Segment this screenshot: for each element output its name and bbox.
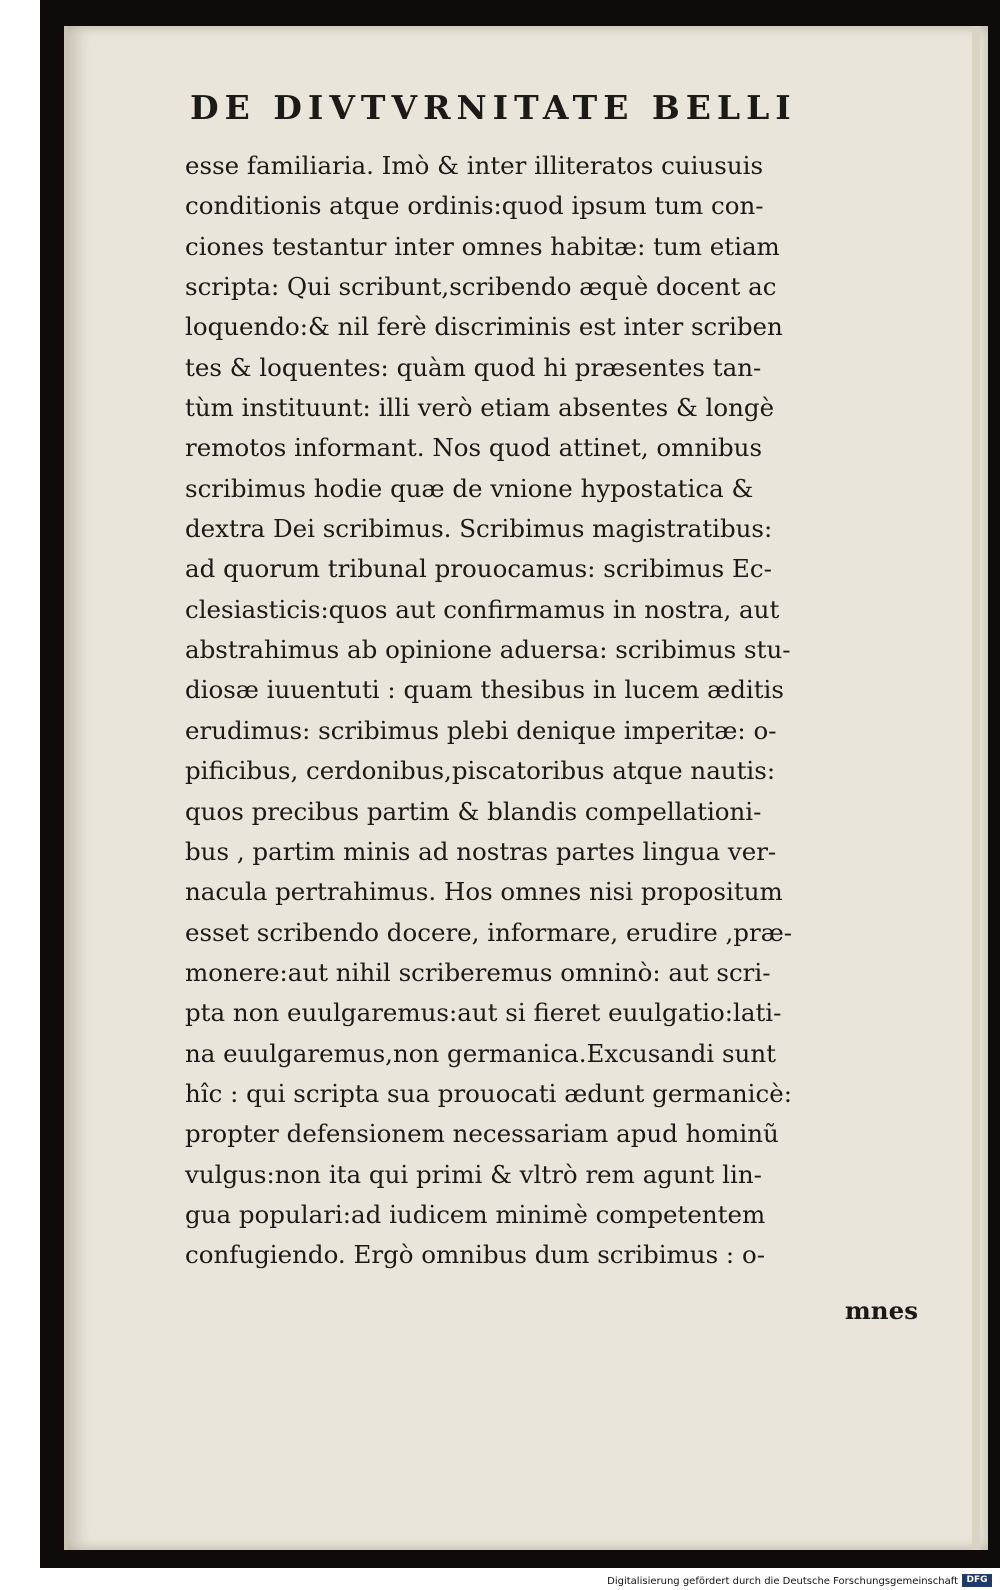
- text-line: scribimus hodie quæ de vnione hypostatica &: [185, 473, 754, 503]
- text-line: remotos informant. Nos quod attinet, omnibus: [185, 433, 763, 463]
- text-line: confugiendo. Ergò omnibus dum scribimus : o-: [185, 1240, 765, 1270]
- text-line: vulgus:non ita qui primi & vltrò rem agunt lin-: [185, 1159, 762, 1189]
- text-line: pta non euulgaremus:aut si fieret euulgatio:lati-: [185, 998, 782, 1028]
- catchword: mnes: [844, 1296, 918, 1325]
- text-line: pificibus, cerdonibus,piscatoribus atque nautis:: [185, 756, 776, 786]
- text-line: erudimus: scribimus plebi denique imperitæ: o-: [185, 715, 777, 745]
- text-line: ad quorum tribunal prouocamus: scribimus Ec-: [185, 554, 772, 584]
- digitization-credit: Digitalisierung gefördert durch die Deutsche Forschungsgemeinschaft: [607, 1576, 958, 1587]
- body-text: [185, 146, 915, 1276]
- running-head: DE DIVTVRNITATE BELLI: [190, 88, 797, 127]
- text-line: diosæ iuuentuti : quam thesibus in lucem æditis: [185, 675, 784, 705]
- text-line: scripta: Qui scribunt,scribendo æquè docent ac: [185, 272, 777, 302]
- text-line: nacula pertrahimus. Hos omnes nisi propositum: [185, 877, 783, 907]
- text-line: na euulgaremus,non germanica.Excusandi sunt: [185, 1038, 776, 1068]
- text-line: tùm instituunt: illi verò etiam absentes & longè: [185, 393, 775, 423]
- text-line: esse familiaria. Imò & inter illiteratos cuiusuis: [185, 151, 764, 180]
- text-line: clesiasticis:quos aut confirmamus in nostra, aut: [185, 594, 780, 624]
- text-line: propter defensionem necessariam apud hominũ: [185, 1119, 779, 1149]
- text-line: loquendo:& nil ferè discriminis est inter scriben: [185, 312, 783, 342]
- text-line: hîc : qui scripta sua prouocati ædunt germanicè:: [185, 1078, 792, 1108]
- text-line: gua populari:ad iudicem minimè competentem: [185, 1199, 766, 1229]
- text-line: bus , partim minis ad nostras partes lingua ver-: [185, 836, 777, 866]
- text-line: quos precibus partim & blandis compellationi-: [185, 796, 762, 826]
- text-line: conditionis atque ordinis:quod ipsum tum con-: [185, 191, 764, 221]
- text-line: ciones testantur inter omnes habitæ: tum etiam: [185, 231, 780, 261]
- text-line: abstrahimus ab opinione aduersa: scribimus stu-: [185, 635, 791, 665]
- text-line: monere:aut nihil scriberemus omninò: aut scri-: [185, 957, 771, 987]
- text-line: tes & loquentes: quàm quod hi præsentes tan-: [185, 352, 762, 382]
- page-edge: [972, 26, 980, 1550]
- text-line: dextra Dei scribimus. Scribimus magistratibus:: [185, 514, 773, 544]
- dfg-logo: DFG: [962, 1574, 992, 1587]
- text-line: esset scribendo docere, informare, erudire ,præ-: [185, 917, 793, 947]
